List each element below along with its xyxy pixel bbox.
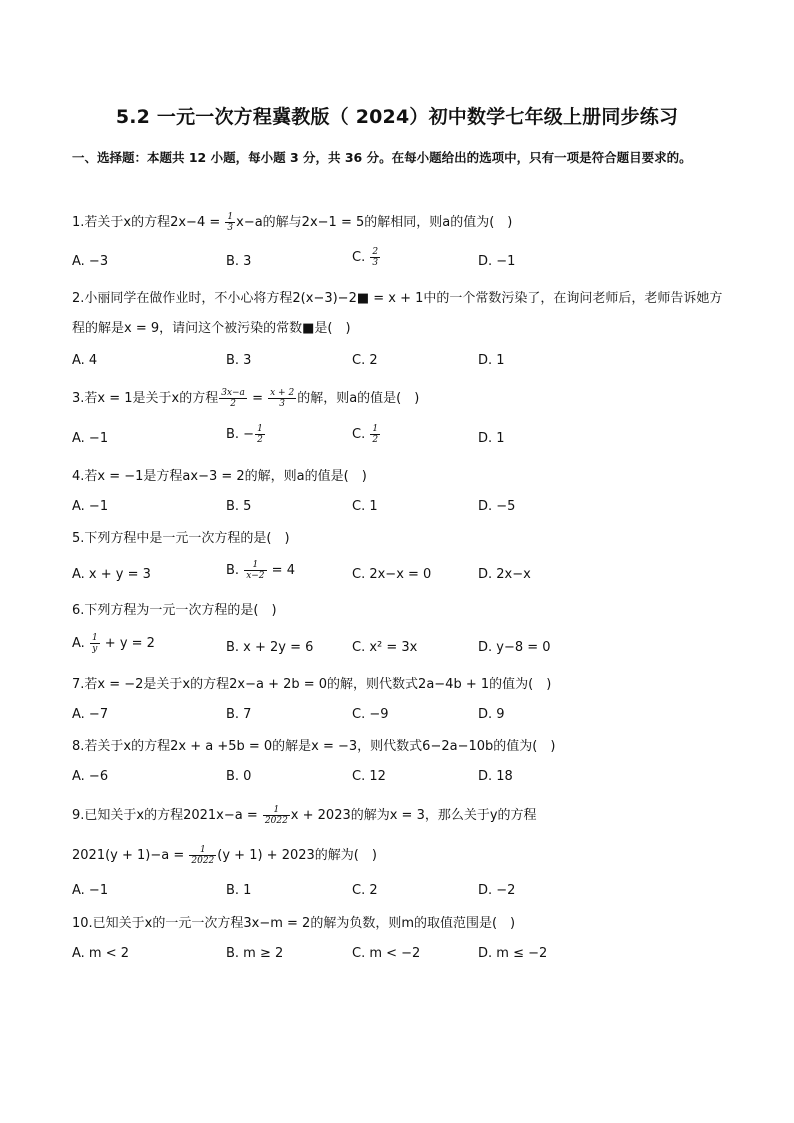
fraction: $\frac{x + 2}{3}$	[270, 388, 295, 409]
question-10-options	[72, 946, 732, 968]
option-d[interactable]: D. −5	[478, 499, 516, 514]
question-2-options	[72, 353, 732, 375]
section-heading: 一、选择题：本题共 12 小题，每小题 3 分，共 36 分。在每小题给出的选项中，只有一项是符合题目要求的。	[72, 150, 692, 165]
question-1-text-end: x−a的解与2x−1 = 5的解相同，则a的值为( )	[236, 215, 513, 230]
question-9-options	[72, 883, 732, 905]
fraction: $\frac{3x-a}{2}$	[221, 388, 245, 409]
option-c[interactable]: C. $\frac{2}{3}$	[352, 247, 379, 268]
question-9-line-1: 9.已知关于x的方程2021x−a = $\frac{1}{2022}$ x + 2023的解为x = 3，那么关于y的方程	[72, 805, 537, 826]
option-c[interactable]: C. 2x−x = 0	[352, 567, 432, 582]
option-a[interactable]: A. $\frac{1}{y}$ + y = 2	[72, 633, 155, 654]
option-a[interactable]: A. 4	[72, 353, 98, 368]
option-d[interactable]: D. 18	[478, 769, 513, 784]
question-5: 5.下列方程中是一元一次方程的是( )	[72, 531, 290, 546]
option-c[interactable]: C. m < −2	[352, 946, 421, 961]
option-d[interactable]: D. 1	[478, 353, 505, 368]
option-c[interactable]: C. −9	[352, 707, 389, 722]
option-a[interactable]: A. −1	[72, 883, 109, 898]
fraction: $\frac{1}{3}$	[227, 212, 234, 233]
option-a[interactable]: A. −1	[72, 499, 109, 514]
question-5-options	[72, 560, 732, 589]
question-8-options	[72, 769, 732, 791]
option-b[interactable]: B. 3	[226, 254, 252, 269]
fraction: $\frac{1}{2}$	[372, 424, 379, 445]
option-c[interactable]: C. x² = 3x	[352, 640, 418, 655]
option-d[interactable]: D. y−8 = 0	[478, 640, 551, 655]
option-b[interactable]: B. 5	[226, 499, 252, 514]
fraction: $\frac{1}{2}$	[257, 424, 263, 445]
fraction: $\frac{2}{3}$	[372, 247, 379, 268]
option-b[interactable]: B. − $\frac{1}{2}$	[226, 424, 263, 445]
option-a[interactable]: A. −1	[72, 431, 109, 446]
fraction: $\frac{1}{x-2}$	[246, 560, 265, 581]
option-d[interactable]: D. m ≤ −2	[478, 946, 548, 961]
question-7: 7.若x = −2是关于x的方程2x−a + 2b = 0的解，则代数式2a−4b + 1的值为( )	[72, 677, 552, 692]
question-4-options	[72, 499, 732, 521]
fraction: $\frac{1}{y}$	[91, 633, 98, 654]
option-b[interactable]: B. 0	[226, 769, 252, 784]
question-6: 6.下列方程为一元一次方程的是( )	[72, 603, 277, 618]
question-3-options	[72, 424, 732, 453]
option-b[interactable]: B. m ≥ 2	[226, 946, 284, 961]
question-8: 8.若关于x的方程2x + a +5b = 0的解是x = −3，则代数式6−2a−10b的值为( )	[72, 739, 556, 754]
option-b[interactable]: B. 7	[226, 707, 252, 722]
page-title: 5.2 一元一次方程冀教版（ 2024）初中数学七年级上册同步练习	[115, 106, 679, 128]
question-6-options	[72, 633, 732, 662]
question-3: 3.若x = 1是关于x的方程 $\frac{3x-a}{2}$ = $\frac{x + 2}{3}$ 的解，则a的值是( )	[72, 388, 420, 409]
option-a[interactable]: A. x + y = 3	[72, 567, 151, 582]
option-b[interactable]: B. $\frac{1}{x-2}$ = 4	[226, 560, 295, 581]
option-d[interactable]: D. −2	[478, 883, 516, 898]
option-d[interactable]: D. 9	[478, 707, 505, 722]
question-1	[72, 208, 732, 238]
option-d[interactable]: D. −1	[478, 254, 516, 269]
question-2: 2.小丽同学在做作业时，不小心将方程2(x−3)−2■ = x + 1中的一个常数污染了，在询问老师后，老师告诉她方程的解是x = 9，请问这个被污染的常数■是( )	[72, 291, 723, 336]
option-d[interactable]: D. 1	[478, 431, 505, 446]
question-4: 4.若x = −1是方程ax−3 = 2的解，则a的值是( )	[72, 469, 367, 484]
option-c[interactable]: C. 2	[352, 353, 378, 368]
option-a[interactable]: A. −7	[72, 707, 109, 722]
option-b[interactable]: B. 3	[226, 353, 252, 368]
fraction: $\frac{1}{2022}$	[264, 805, 288, 826]
option-c[interactable]: C. 12	[352, 769, 386, 784]
option-c[interactable]: C. $\frac{1}{2}$	[352, 424, 379, 445]
question-1-options	[72, 247, 732, 276]
option-a[interactable]: A. −3	[72, 254, 109, 269]
option-a[interactable]: A. m < 2	[72, 946, 130, 961]
fraction: $\frac{1}{2022}$	[191, 845, 215, 866]
option-c[interactable]: C. 2	[352, 883, 378, 898]
option-a[interactable]: A. −6	[72, 769, 109, 784]
question-1-text: 1.若关于x的方程2x−4 =	[72, 215, 225, 230]
question-10: 10.已知关于x的一元一次方程3x−m = 2的解为负数，则m的取值范围是( )	[72, 916, 516, 931]
option-b[interactable]: B. 1	[226, 883, 252, 898]
question-9-line-2: 2021(y + 1)−a = $\frac{1}{2022}$ (y + 1) + 2023的解为( )	[72, 845, 377, 866]
question-7-options	[72, 707, 732, 729]
option-c[interactable]: C. 1	[352, 499, 378, 514]
option-d[interactable]: D. 2x−x	[478, 567, 531, 582]
option-b[interactable]: B. x + 2y = 6	[226, 640, 314, 655]
